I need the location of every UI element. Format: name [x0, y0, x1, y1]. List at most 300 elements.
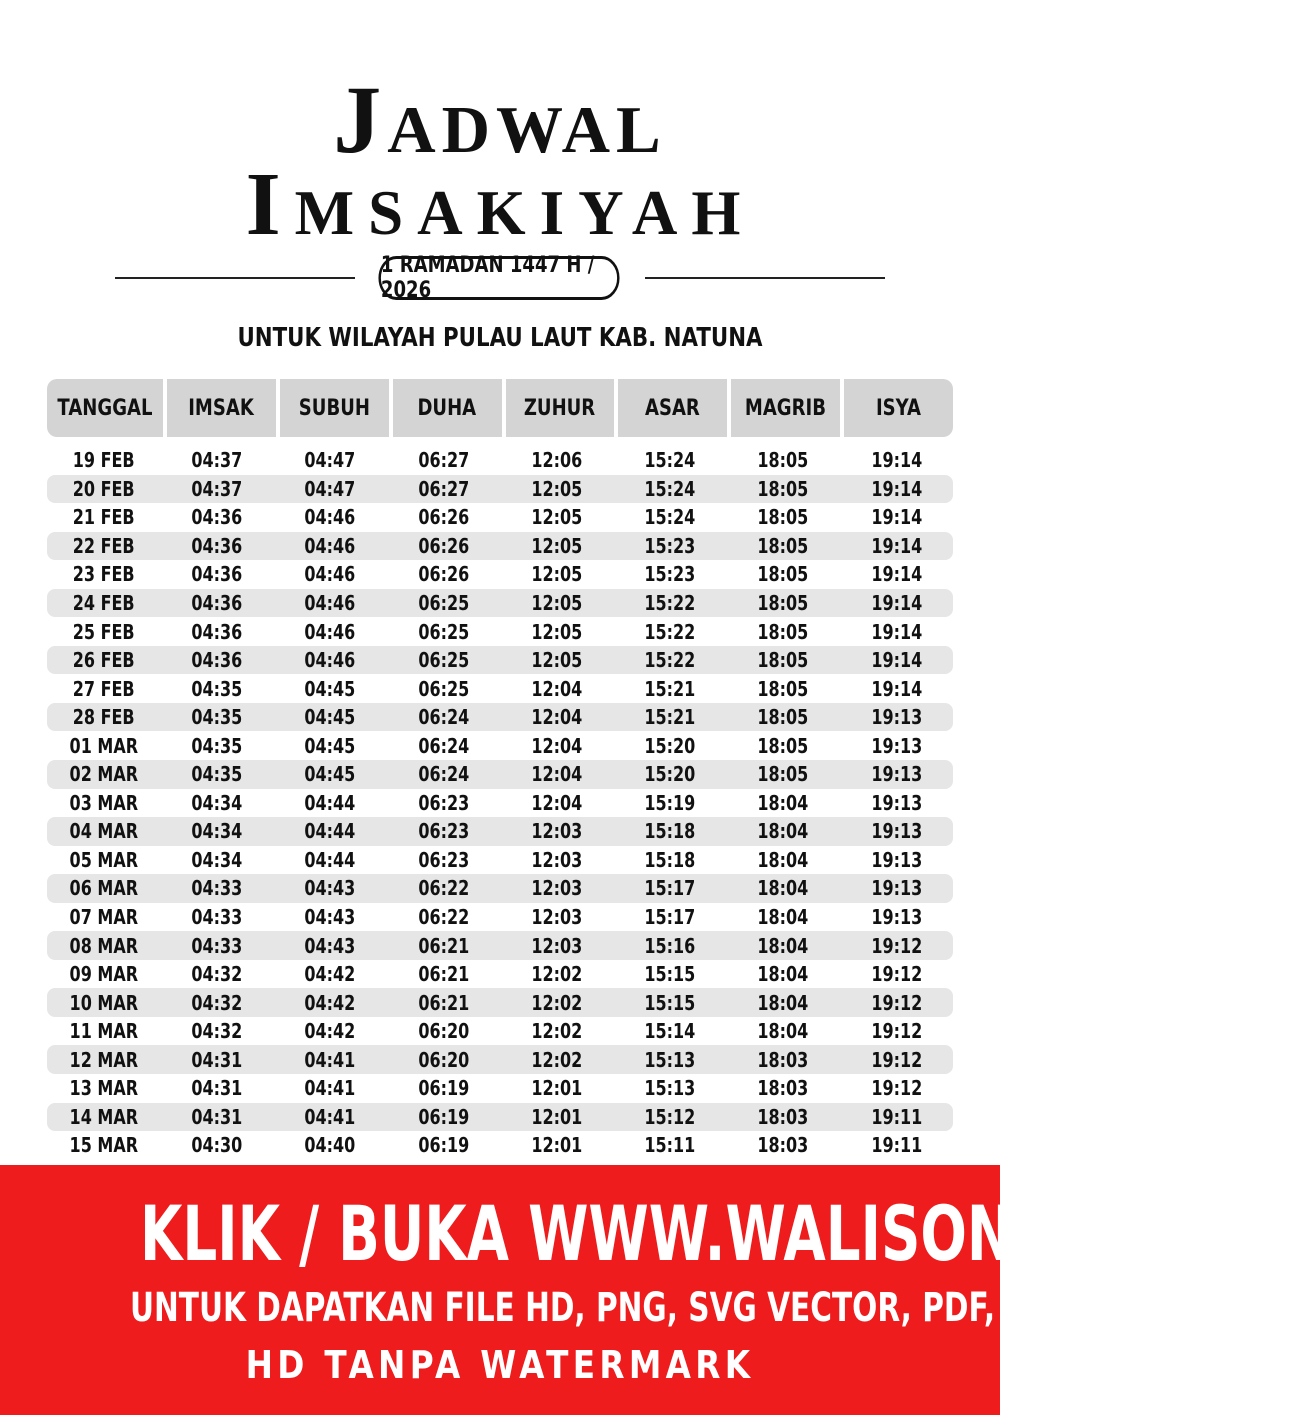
cell-value: 06 MAR — [69, 876, 138, 901]
cell-tanggal — [47, 448, 160, 472]
cell-value: 18:04 — [757, 1019, 809, 1044]
cell-value: 06:20 — [417, 1047, 469, 1072]
cell-zuhur — [500, 791, 613, 815]
cell-value: 12:04 — [531, 790, 583, 815]
cell-duha — [387, 477, 500, 501]
cell-duha — [387, 620, 500, 644]
cell-subuh — [274, 705, 387, 729]
cell-duha — [387, 705, 500, 729]
cell-value: 12:05 — [531, 476, 583, 501]
cell-imsak — [160, 762, 273, 786]
table-row — [47, 731, 953, 760]
cell-subuh — [274, 819, 387, 843]
cell-zuhur — [500, 1048, 613, 1072]
cell-zuhur — [500, 734, 613, 758]
cell-value: 04:36 — [191, 648, 243, 673]
cell-duha — [387, 991, 500, 1015]
cell-value: 18:05 — [757, 505, 809, 530]
cell-value: 04:32 — [191, 990, 243, 1015]
cell-value: 04:45 — [304, 705, 356, 730]
cell-value: 15:20 — [644, 762, 696, 787]
cell-duha — [387, 934, 500, 958]
cell-value: 19:12 — [870, 1019, 922, 1044]
cell-value: 15:19 — [644, 790, 696, 815]
cell-imsak — [160, 677, 273, 701]
table-row — [47, 931, 953, 960]
cell-magrib — [727, 591, 840, 615]
cell-value: 26 FEB — [72, 648, 135, 673]
cell-value: 18:05 — [757, 562, 809, 587]
cell-value: 19:13 — [870, 847, 922, 872]
cell-value: 04:44 — [304, 790, 356, 815]
cell-imsak — [160, 620, 273, 644]
cell-tanggal — [47, 677, 160, 701]
cell-value: 18:04 — [757, 905, 809, 930]
cell-subuh — [274, 477, 387, 501]
cell-value: 04:42 — [304, 1019, 356, 1044]
column-header-label: IMSAK — [188, 395, 255, 421]
cell-value: 19:14 — [870, 476, 922, 501]
cell-zuhur — [500, 448, 613, 472]
cell-imsak — [160, 1019, 273, 1043]
cell-value: 15:22 — [644, 591, 696, 615]
cell-imsak — [160, 705, 273, 729]
cell-value: 12:03 — [531, 905, 583, 930]
cell-value: 06:26 — [417, 505, 469, 530]
cell-value: 11 MAR — [69, 1019, 138, 1044]
cell-value: 04:46 — [304, 591, 356, 615]
cell-value: 19:14 — [870, 619, 922, 644]
cell-asar — [613, 791, 726, 815]
cell-value: 04:45 — [304, 733, 356, 758]
title-line-1: Jadwal — [333, 66, 667, 173]
column-header-label: TANGGAL — [57, 395, 153, 421]
cell-value: 04:37 — [191, 476, 243, 501]
cell-imsak — [160, 562, 273, 586]
cell-value: 12:02 — [531, 962, 583, 987]
column-header-isya — [844, 379, 953, 437]
cell-value: 28 FEB — [72, 705, 135, 730]
cell-value: 18:03 — [757, 1133, 809, 1158]
cell-value: 25 FEB — [72, 619, 135, 644]
cell-tanggal — [47, 705, 160, 729]
table-row — [47, 446, 953, 475]
cell-tanggal — [47, 477, 160, 501]
table-row — [47, 503, 953, 532]
cell-value: 04:45 — [304, 762, 356, 787]
cell-magrib — [727, 534, 840, 558]
cell-tanggal — [47, 1133, 160, 1157]
cell-subuh — [274, 848, 387, 872]
cell-value: 06:22 — [417, 905, 469, 930]
cell-value: 15:17 — [644, 876, 696, 901]
cell-zuhur — [500, 1076, 613, 1100]
column-header-label: ISYA — [876, 395, 922, 421]
cell-value: 19:11 — [870, 1133, 922, 1158]
cell-value: 12:05 — [531, 591, 583, 615]
cell-imsak — [160, 962, 273, 986]
cell-value: 06:19 — [417, 1133, 469, 1158]
column-header-subuh — [280, 379, 389, 437]
cell-value: 15:21 — [644, 705, 696, 730]
cell-asar — [613, 848, 726, 872]
table-row — [47, 1074, 953, 1103]
cell-value: 06:22 — [417, 876, 469, 901]
cell-value: 04:46 — [304, 619, 356, 644]
cell-subuh — [274, 1133, 387, 1157]
cell-subuh — [274, 734, 387, 758]
cell-value: 04:36 — [191, 533, 243, 558]
cell-value: 09 MAR — [69, 962, 138, 987]
cell-value: 04:32 — [191, 1019, 243, 1044]
cell-value: 08 MAR — [69, 933, 138, 958]
table-row — [47, 475, 953, 504]
cell-asar — [613, 819, 726, 843]
cell-magrib — [727, 762, 840, 786]
table-row — [47, 617, 953, 646]
column-header-magrib — [731, 379, 840, 437]
table-row — [47, 960, 953, 989]
cell-isya — [840, 905, 953, 929]
cell-value: 04:43 — [304, 876, 356, 901]
cell-zuhur — [500, 1019, 613, 1043]
cell-isya — [840, 1048, 953, 1072]
cell-subuh — [274, 534, 387, 558]
cell-isya — [840, 477, 953, 501]
cell-value: 06:25 — [417, 619, 469, 644]
cell-value: 06:20 — [417, 1019, 469, 1044]
cell-value: 12:05 — [531, 619, 583, 644]
cell-value: 06:27 — [417, 448, 469, 473]
column-header-label: SUBUH — [298, 395, 370, 421]
cell-value: 04:41 — [304, 1104, 356, 1129]
banner-line-3: HD TANPA WATERMARK — [245, 1343, 755, 1387]
cell-asar — [613, 534, 726, 558]
cell-value: 04:44 — [304, 847, 356, 872]
cell-subuh — [274, 591, 387, 615]
cell-value: 18:05 — [757, 648, 809, 673]
cell-isya — [840, 448, 953, 472]
cell-value: 15:21 — [644, 676, 696, 701]
cell-asar — [613, 505, 726, 529]
promo-banner[interactable] — [0, 1165, 1296, 1415]
cell-value: 12:02 — [531, 1047, 583, 1072]
cell-tanggal — [47, 991, 160, 1015]
cell-magrib — [727, 1048, 840, 1072]
cell-zuhur — [500, 477, 613, 501]
cell-value: 24 FEB — [72, 591, 135, 615]
cell-subuh — [274, 620, 387, 644]
cell-magrib — [727, 477, 840, 501]
cell-value: 12:05 — [531, 533, 583, 558]
cell-value: 15 MAR — [69, 1133, 138, 1158]
cell-zuhur — [500, 962, 613, 986]
cell-asar — [613, 648, 726, 672]
table-row — [47, 760, 953, 789]
table-row — [47, 646, 953, 675]
cell-asar — [613, 1048, 726, 1072]
table-row — [47, 703, 953, 732]
cell-subuh — [274, 962, 387, 986]
cell-value: 04:33 — [191, 933, 243, 958]
table-row — [47, 1017, 953, 1046]
cell-subuh — [274, 448, 387, 472]
cell-value: 19:14 — [870, 505, 922, 530]
cell-value: 12 MAR — [69, 1047, 138, 1072]
cell-subuh — [274, 762, 387, 786]
cell-imsak — [160, 591, 273, 615]
cell-value: 15:12 — [644, 1104, 696, 1129]
table-row — [47, 589, 953, 618]
table-row — [47, 1131, 953, 1160]
cell-isya — [840, 562, 953, 586]
cell-tanggal — [47, 791, 160, 815]
column-header-duha — [393, 379, 502, 437]
cell-value: 04:46 — [304, 648, 356, 673]
cell-subuh — [274, 876, 387, 900]
table-row — [47, 674, 953, 703]
cell-isya — [840, 505, 953, 529]
cell-isya — [840, 934, 953, 958]
cell-value: 15:15 — [644, 990, 696, 1015]
cell-value: 06:27 — [417, 476, 469, 501]
cell-value: 19:13 — [870, 790, 922, 815]
divider-right — [645, 277, 885, 279]
cell-asar — [613, 1019, 726, 1043]
cell-value: 19:12 — [870, 1047, 922, 1072]
cell-value: 18:04 — [757, 933, 809, 958]
cell-isya — [840, 705, 953, 729]
cell-isya — [840, 1133, 953, 1157]
cell-isya — [840, 791, 953, 815]
cell-value: 15:22 — [644, 619, 696, 644]
cell-value: 04:45 — [304, 676, 356, 701]
cell-value: 04:33 — [191, 905, 243, 930]
cell-value: 06:24 — [417, 762, 469, 787]
cell-asar — [613, 591, 726, 615]
cell-subuh — [274, 1019, 387, 1043]
cell-tanggal — [47, 762, 160, 786]
cell-value: 06:25 — [417, 676, 469, 701]
cell-duha — [387, 562, 500, 586]
cell-value: 15:23 — [644, 533, 696, 558]
cell-value: 04:33 — [191, 876, 243, 901]
divider-left — [115, 277, 355, 279]
cell-asar — [613, 734, 726, 758]
cell-value: 18:05 — [757, 762, 809, 787]
cell-duha — [387, 962, 500, 986]
cell-value: 19 FEB — [72, 448, 135, 473]
cell-asar — [613, 991, 726, 1015]
cell-value: 07 MAR — [69, 905, 138, 930]
cell-zuhur — [500, 677, 613, 701]
banner-line-1[interactable]: KLIK / BUKA WWW.WALISONGO.CO.ID — [140, 1189, 1296, 1278]
cell-tanggal — [47, 1105, 160, 1129]
cell-imsak — [160, 876, 273, 900]
cell-isya — [840, 819, 953, 843]
cell-value: 15:13 — [644, 1047, 696, 1072]
table-row — [47, 817, 953, 846]
cell-value: 04:34 — [191, 819, 243, 844]
cell-value: 15:14 — [644, 1019, 696, 1044]
cell-value: 12:05 — [531, 505, 583, 530]
cell-magrib — [727, 648, 840, 672]
cell-value: 19:13 — [870, 733, 922, 758]
cell-isya — [840, 1105, 953, 1129]
cell-subuh — [274, 1048, 387, 1072]
cell-asar — [613, 620, 726, 644]
cell-value: 15:18 — [644, 847, 696, 872]
cell-zuhur — [500, 876, 613, 900]
table-row — [47, 532, 953, 561]
cell-value: 19:14 — [870, 562, 922, 587]
cell-value: 06:26 — [417, 562, 469, 587]
cell-value: 06:26 — [417, 533, 469, 558]
cell-value: 04:35 — [191, 705, 243, 730]
cell-magrib — [727, 620, 840, 644]
cell-zuhur — [500, 648, 613, 672]
cell-magrib — [727, 1076, 840, 1100]
table-body — [47, 446, 953, 1160]
cell-value: 04:31 — [191, 1104, 243, 1129]
table-row — [47, 846, 953, 875]
cell-magrib — [727, 962, 840, 986]
cell-value: 12:04 — [531, 676, 583, 701]
cell-value: 18:05 — [757, 676, 809, 701]
cell-tanggal — [47, 962, 160, 986]
cell-value: 21 FEB — [72, 505, 135, 530]
cell-value: 12:02 — [531, 1019, 583, 1044]
cell-imsak — [160, 505, 273, 529]
cell-isya — [840, 848, 953, 872]
cell-value: 19:14 — [870, 676, 922, 701]
cell-value: 18:05 — [757, 533, 809, 558]
cell-value: 04:34 — [191, 790, 243, 815]
cell-duha — [387, 505, 500, 529]
cell-value: 12:03 — [531, 847, 583, 872]
column-header-label: ASAR — [645, 395, 701, 421]
cell-value: 19:14 — [870, 591, 922, 615]
cell-value: 18:03 — [757, 1047, 809, 1072]
cell-tanggal — [47, 876, 160, 900]
cell-value: 06:23 — [417, 790, 469, 815]
cell-duha — [387, 1048, 500, 1072]
cell-tanggal — [47, 1019, 160, 1043]
cell-value: 04:30 — [191, 1133, 243, 1158]
cell-imsak — [160, 791, 273, 815]
cell-value: 15:24 — [644, 476, 696, 501]
cell-zuhur — [500, 1105, 613, 1129]
cell-value: 01 MAR — [69, 733, 138, 758]
cell-isya — [840, 991, 953, 1015]
cell-asar — [613, 905, 726, 929]
table-header — [47, 379, 953, 437]
cell-tanggal — [47, 734, 160, 758]
cell-imsak — [160, 448, 273, 472]
cell-magrib — [727, 876, 840, 900]
cell-magrib — [727, 448, 840, 472]
cell-value: 19:14 — [870, 448, 922, 473]
cell-isya — [840, 1076, 953, 1100]
cell-zuhur — [500, 505, 613, 529]
cell-value: 19:13 — [870, 705, 922, 730]
region-label: UNTUK WILAYAH PULAU LAUT KAB. NATUNA — [237, 323, 763, 353]
cell-value: 04:35 — [191, 676, 243, 701]
cell-value: 12:03 — [531, 819, 583, 844]
cell-subuh — [274, 791, 387, 815]
cell-value: 04:37 — [191, 448, 243, 473]
cell-magrib — [727, 991, 840, 1015]
cell-value: 06:25 — [417, 648, 469, 673]
cell-value: 05 MAR — [69, 847, 138, 872]
cell-zuhur — [500, 991, 613, 1015]
cell-value: 15:18 — [644, 819, 696, 844]
cell-asar — [613, 677, 726, 701]
cell-magrib — [727, 677, 840, 701]
cell-value: 06:23 — [417, 847, 469, 872]
cell-imsak — [160, 477, 273, 501]
column-header-imsak — [167, 379, 276, 437]
cell-asar — [613, 762, 726, 786]
cell-value: 06:19 — [417, 1076, 469, 1101]
cell-value: 18:04 — [757, 819, 809, 844]
cell-value: 19:12 — [870, 933, 922, 958]
cell-imsak — [160, 1105, 273, 1129]
cell-value: 13 MAR — [69, 1076, 138, 1101]
cell-duha — [387, 591, 500, 615]
cell-duha — [387, 648, 500, 672]
cell-value: 15:17 — [644, 905, 696, 930]
cell-value: 12:06 — [531, 448, 583, 473]
cell-duha — [387, 819, 500, 843]
cell-value: 04:44 — [304, 819, 356, 844]
cell-subuh — [274, 905, 387, 929]
cell-magrib — [727, 705, 840, 729]
cell-isya — [840, 620, 953, 644]
cell-value: 04:31 — [191, 1076, 243, 1101]
cell-value: 18:05 — [757, 733, 809, 758]
cell-magrib — [727, 819, 840, 843]
cell-value: 23 FEB — [72, 562, 135, 587]
cell-tanggal — [47, 534, 160, 558]
cell-isya — [840, 648, 953, 672]
cell-imsak — [160, 905, 273, 929]
cell-zuhur — [500, 1133, 613, 1157]
cell-zuhur — [500, 620, 613, 644]
cell-imsak — [160, 734, 273, 758]
cell-value: 04:36 — [191, 505, 243, 530]
cell-subuh — [274, 1105, 387, 1129]
cell-duha — [387, 848, 500, 872]
cell-zuhur — [500, 934, 613, 958]
cell-value: 19:13 — [870, 819, 922, 844]
cell-value: 04:43 — [304, 933, 356, 958]
table-row — [47, 874, 953, 903]
cell-magrib — [727, 791, 840, 815]
cell-duha — [387, 534, 500, 558]
cell-zuhur — [500, 562, 613, 586]
cell-duha — [387, 677, 500, 701]
cell-tanggal — [47, 819, 160, 843]
column-header-tanggal — [47, 379, 163, 437]
cell-subuh — [274, 648, 387, 672]
table-row — [47, 1045, 953, 1074]
cell-value: 15:16 — [644, 933, 696, 958]
cell-duha — [387, 1133, 500, 1157]
cell-value: 04:46 — [304, 562, 356, 587]
cell-value: 19:14 — [870, 648, 922, 673]
cell-value: 04:46 — [304, 505, 356, 530]
